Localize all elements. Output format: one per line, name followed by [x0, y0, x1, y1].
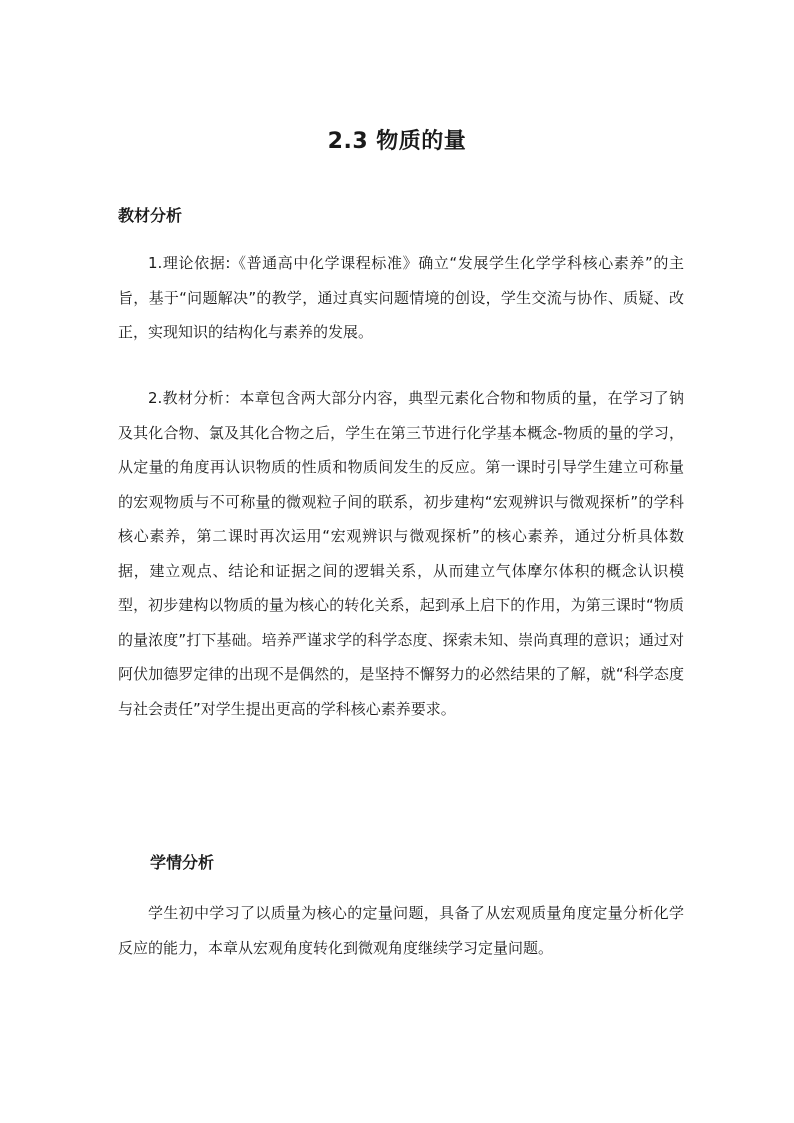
- paragraph-text: 学生初中学习了以质量为核心的定量问题，具备了从宏观质量角度定量分析化学反应的能力，本章从宏观角度转化到微观角度继续学习定量问题。: [118, 904, 684, 957]
- page-title: 2.3 物质的量: [327, 129, 467, 154]
- paragraph-student-analysis: [118, 896, 684, 965]
- paragraph-text: 1.理论依据:《普通高中化学课程标准》确立“发展学生化学学科核心素养”的主旨，基于“问题解决”的教学，通过真实问题情境的创设，学生交流与协作、质疑、改正，实现知识的结构化与素养的发展。: [118, 254, 684, 341]
- paragraph-text: 2.教材分析：本章包含两大部分内容，典型元素化合物和物质的量，在学习了钠及其化合物、氯及其化合物之后，学生在第三节进行化学基本概念-物质的量的学习，从定量的角度再认识物质的性质和物质间发生的反应。第一课时引导学生建立可称量的宏观物质与不可称量的微观粒子间的联系，初步建构“宏观辨识与微观探析”的学科核心素养，第二课时再次运用“宏观辨识与微观探析”的核心素养，通过分析具体数据，建立观点、结论和证据之间的逻辑关系，从而建立气体摩尔体积的概念认识模型，初步建构以物质的量为核心的转化关系，起到承上启下的作用，为第三课时“物质的量浓度”打下基础。培养严谨求学的科学态度、探索未知、崇尚真理的意识；通过对阿伏加德罗定律的出现不是偶然的，是坚持不懈努力的必然结果的了解，就“科学态度与社会责任”对学生提出更高的学科核心素养要求。: [118, 389, 684, 718]
- paragraph-theory-basis: [118, 246, 684, 350]
- section-heading-student-analysis: 学情分析: [150, 853, 215, 872]
- paragraph-textbook-analysis: [118, 381, 684, 726]
- section-heading-textbook-analysis: 教材分析: [118, 206, 183, 225]
